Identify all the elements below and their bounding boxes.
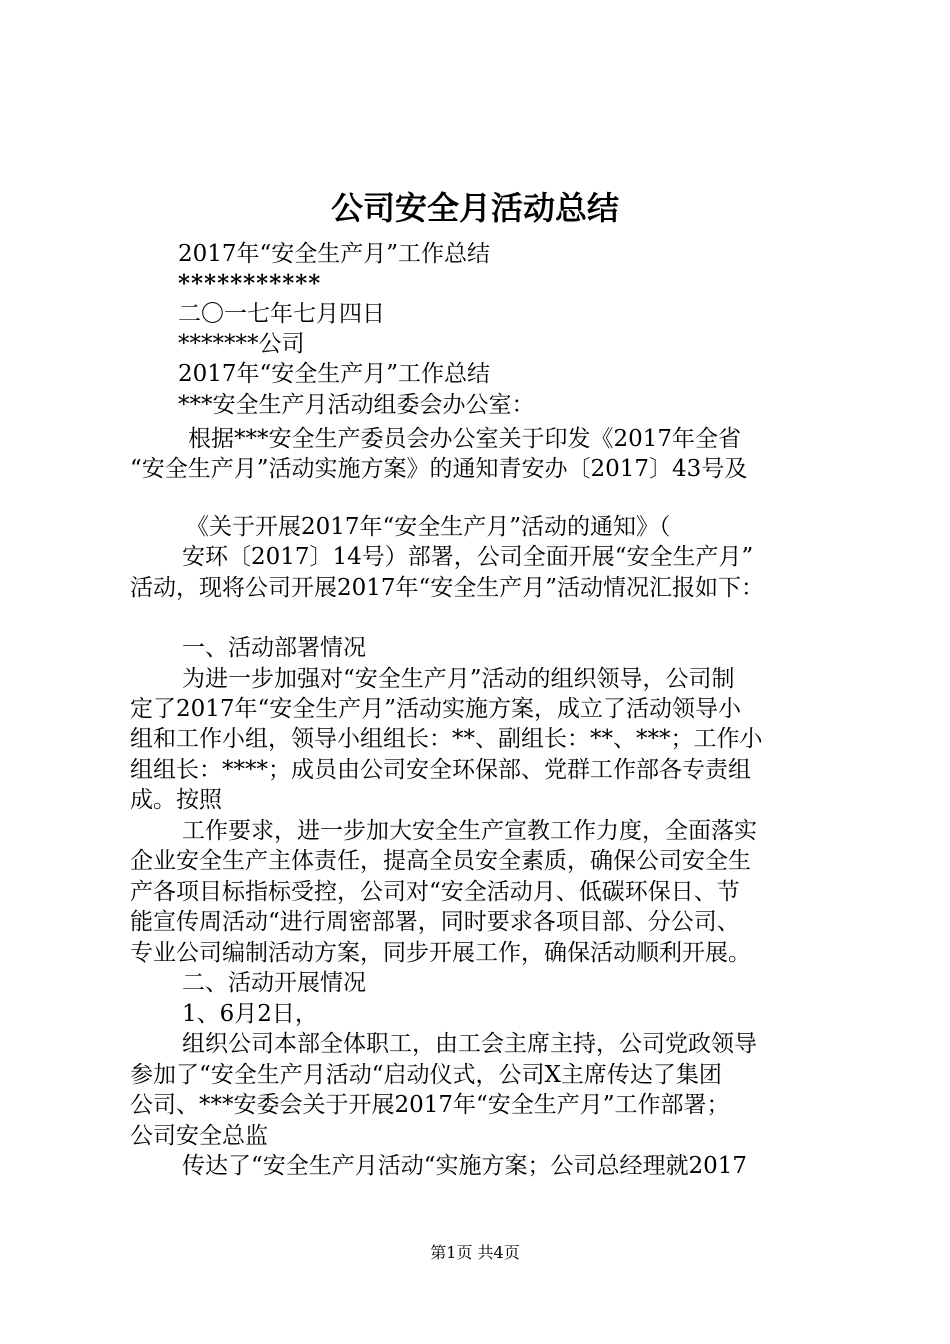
- body-line: 专业公司编制活动方案，同步开展工作，确保活动顺利开展。: [130, 940, 751, 966]
- body-line: 根据***安全生产委员会办公室关于印发《2017年全省: [188, 426, 742, 452]
- body-line: 产各项目标指标受控，公司对“安全活动月、低碳环保日、节: [130, 879, 740, 905]
- section-heading: 二、活动开展情况: [182, 970, 366, 996]
- body-line: 《关于开展2017年“安全生产月”活动的通知》（: [186, 514, 671, 540]
- body-line: 公司安全总监: [130, 1123, 268, 1149]
- body-line: 为进一步加强对“安全生产月”活动的组织领导，公司制: [182, 666, 735, 692]
- company-line: *******公司: [178, 331, 305, 357]
- body-line: 组组长：****；成员由公司安全环保部、党群工作部各专责组: [130, 757, 751, 783]
- date-line: 二〇一七年七月四日: [178, 301, 385, 327]
- section-heading: 一、活动部署情况: [182, 635, 366, 661]
- body-line: 工作要求，进一步加大安全生产宣教工作力度，全面落实: [182, 818, 757, 844]
- page-number-footer: 第1页 共4页: [430, 1243, 520, 1262]
- body-line: 活动，现将公司开展2017年“安全生产月”活动情况汇报如下：: [130, 575, 765, 601]
- body-line: 能宣传周活动“进行周密部署，同时要求各项目部、分公司、: [130, 909, 740, 935]
- body-line: 传达了“安全生产月活动“实施方案；公司总经理就2017: [182, 1153, 748, 1179]
- body-line: 成。按照: [130, 787, 222, 813]
- body-line: 参加了“安全生产月活动“启动仪式，公司X主席传达了集团: [130, 1062, 722, 1088]
- body-line: 定了2017年“安全生产月”活动实施方案，成立了活动领导小: [130, 696, 742, 722]
- body-line: 企业安全生产主体责任，提高全员安全素质，确保公司安全生: [130, 848, 751, 874]
- body-line: 安环〔2017〕14号）部署，公司全面开展“安全生产月”: [182, 544, 754, 570]
- body-line: 公司、***安委会关于开展2017年“安全生产月”工作部署；: [130, 1092, 730, 1118]
- masked-author: ***********: [178, 270, 322, 297]
- heading-line: 2017年“安全生产月”工作总结: [178, 241, 491, 267]
- body-line: 组织公司本部全体职工，由工会主席主持，公司党政领导: [182, 1031, 757, 1057]
- addressee-line: ***安全生产月活动组委会办公室：: [178, 392, 535, 418]
- document-title: 公司安全月活动总结: [330, 189, 619, 227]
- report-title-line: 2017年“安全生产月”工作总结: [178, 361, 491, 387]
- body-line: 组和工作小组，领导小组组长：**、副组长：**、***；工作小: [130, 726, 763, 752]
- item-heading: 1、6月2日，: [182, 1001, 318, 1027]
- body-line: “安全生产月”活动实施方案》的通知青安办〔2017〕43号及: [130, 456, 748, 482]
